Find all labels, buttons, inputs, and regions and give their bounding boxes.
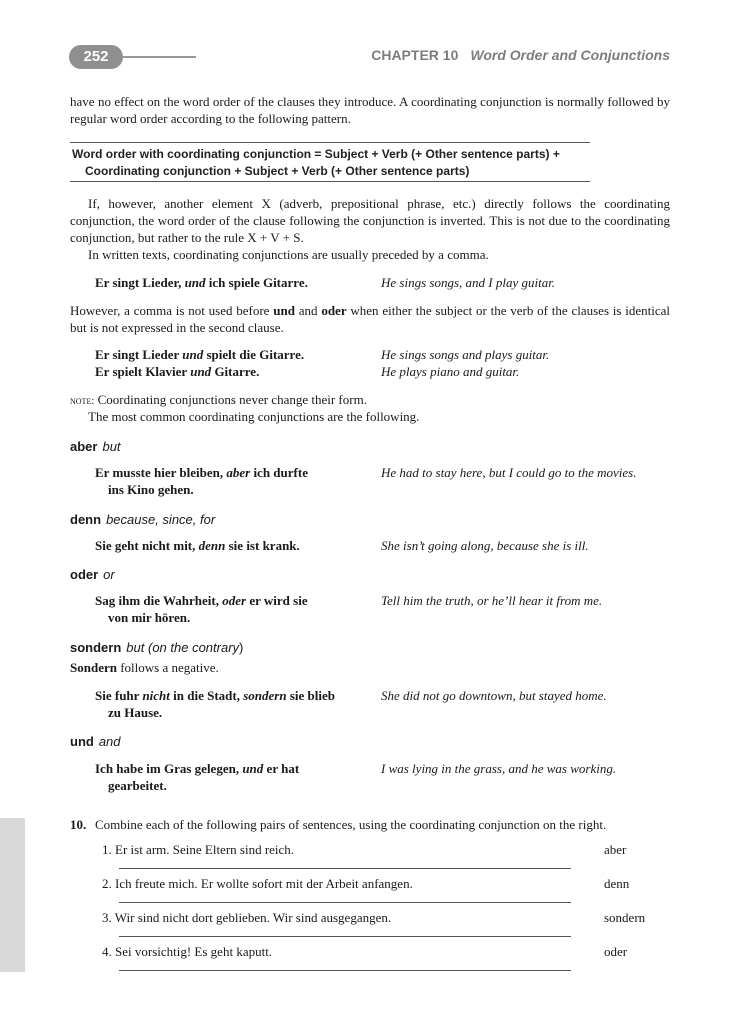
exercise-item-4: 4. Sei vorsichtig! Es geht kaputt. — [102, 944, 273, 959]
chapter-label: CHAPTER 10 — [371, 47, 459, 63]
exercise-item-3-conj: sondern — [604, 910, 646, 925]
note-line: note: Coordinating conjunctions never change their form. — [70, 392, 367, 407]
sondern-note: Sondern follows a negative. — [70, 660, 219, 675]
example-und-german: Ich habe im Gras gelegen, und er hat gearbeitet. — [95, 761, 300, 793]
chapter-title: Word Order and Conjunctions — [470, 47, 670, 63]
conj-head-sondern: sondern but (on the contrary) — [70, 640, 244, 655]
conj-head-und: und and — [70, 734, 121, 749]
example-2-german-2: Er spielt Klavier und Gitarre. — [95, 364, 260, 379]
pattern-top-rule — [70, 142, 590, 143]
exercise-item-2: 2. Ich freute mich. Er wollte sofort mit der Arbeit anfangen. — [102, 876, 413, 891]
example-2-english-2: He plays piano and guitar. — [381, 364, 520, 379]
page-number: 252 — [69, 45, 123, 69]
example-1-german: Er singt Lieder, und ich spiele Gitarre. — [95, 275, 308, 290]
example-2-english-1: He sings songs and plays guitar. — [381, 347, 550, 362]
pattern-line-1: Word order with coordinating conjunction = Subject + Verb (+ Other sentence parts) + — [72, 147, 560, 161]
exercise-item-2-conj: denn — [604, 876, 630, 891]
intro-paragraph: have no effect on the word order of the clauses they introduce. A coordinating conjunction is normally followed by regular word order according to the following pattern. — [70, 94, 670, 126]
example-sondern-german: Sie fuhr nicht in die Stadt, sondern sie blieb zu Hause. — [95, 688, 335, 720]
example-denn-english: She isn’t going along, because she is ill. — [381, 538, 589, 553]
exercise-number: 10. — [70, 817, 87, 832]
answer-line-1[interactable] — [119, 868, 571, 869]
conj-head-aber: aber but — [70, 439, 121, 454]
running-head — [371, 47, 670, 64]
example-denn-german: Sie geht nicht mit, denn sie ist krank. — [95, 538, 300, 553]
example-und-english: I was lying in the grass, and he was working. — [381, 761, 617, 776]
exercise-item-4-conj: oder — [604, 944, 628, 959]
pattern-bottom-rule — [70, 181, 590, 182]
no-comma-paragraph: However, a comma is not used before und and oder when either the subject or the verb of the clauses is identical but is not expressed in the second clause. — [70, 303, 671, 335]
answer-line-2[interactable] — [119, 902, 571, 903]
header-rule — [122, 56, 196, 58]
answer-line-3[interactable] — [119, 936, 571, 937]
exercise-item-3: 3. Wir sind nicht dort geblieben. Wir sind ausgegangen. — [102, 910, 392, 925]
inversion-paragraph: If, however, another element X (adverb, prepositional phrase, etc.) directly follows the coordinating conjunction, the word order of the clause following the conjunction is inverted. This is not due to the coordinating conjunction, but rather to the rule X + V + S. — [70, 196, 670, 245]
example-2-german-1: Er singt Lieder und spielt die Gitarre. — [95, 347, 305, 362]
exercise-item-1-conj: aber — [604, 842, 627, 857]
comma-paragraph: In written texts, coordinating conjunctions are usually preceded by a comma. — [88, 247, 489, 262]
example-aber-english: He had to stay here, but I could go to the movies. — [381, 465, 637, 480]
note-label: note: — [70, 395, 95, 407]
example-1-english: He sings songs, and I play guitar. — [381, 275, 556, 290]
exercise-item-1: 1. Er ist arm. Seine Eltern sind reich. — [102, 842, 295, 857]
conj-head-oder: oder or — [70, 567, 115, 582]
example-oder-german: Sag ihm die Wahrheit, oder er wird sie von mir hören. — [95, 593, 308, 625]
example-oder-english: Tell him the truth, or he’ll hear it from me. — [381, 593, 603, 608]
example-aber-german: Er musste hier bleiben, aber ich durfte ins Kino gehen. — [95, 465, 308, 497]
side-thumb-tab — [0, 818, 25, 972]
answer-line-4[interactable] — [119, 970, 571, 971]
note-line-2: The most common coordinating conjunctions are the following. — [88, 409, 420, 424]
conj-head-denn: denn because, since, for — [70, 512, 216, 527]
example-sondern-english: She did not go downtown, but stayed home. — [381, 688, 607, 703]
exercise-instruction: Combine each of the following pairs of sentences, using the coordinating conjunction on the right. — [95, 817, 607, 832]
pattern-line-2: Coordinating conjunction + Subject + Verb (+ Other sentence parts) — [85, 164, 470, 178]
